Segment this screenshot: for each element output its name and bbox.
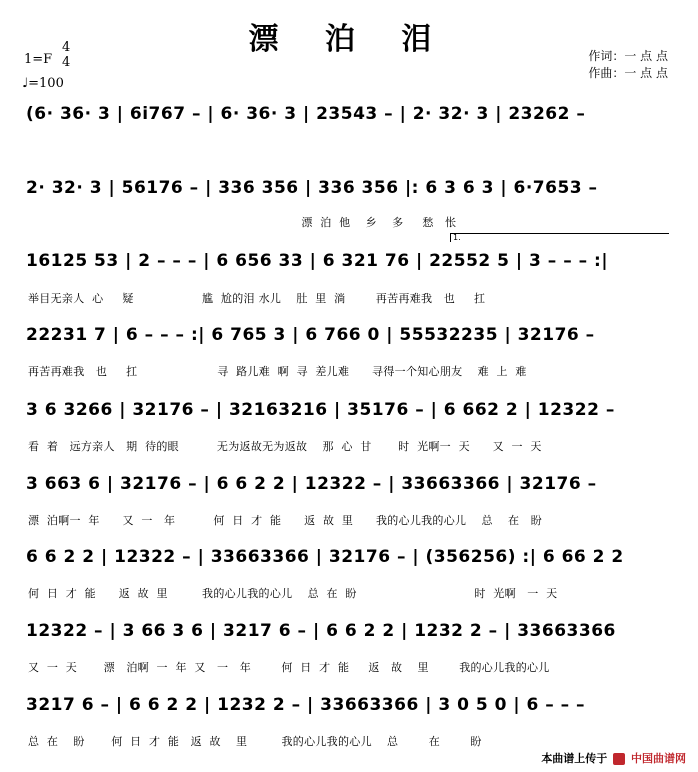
lyricist-credit: 作词：一 点 点 [588,49,668,63]
notation-line: 3217 6 – | 6 6 2 2 | 1232 2 – | 33663366 | 3 0 5 0 | 6 – – – [26,695,586,715]
lyrics-line: 看 着 远方亲人 期 待的眼 无为返故无为返故 那 心 甘 时 光啊一 天 又 一 天 [28,440,542,453]
key-signature: 1=F [24,52,53,67]
lyrics-line: 漂 泊 他 乡 多 愁 怅 [28,216,457,229]
notation-line: 6 6 2 2 | 12322 – | 33663366 | 32176 – | (356256) :| 6 66 2 2 [26,547,624,567]
lyrics-line: 又 一 天 漂 泊啊 一 年 又 一 年 何 日 才 能 返 故 里 我的心儿我的心儿 [28,661,550,674]
composer-credit: 作曲：一 点 点 [588,66,668,80]
notation-line: 2· 32· 3 | 56176 – | 336 356 | 336 356 |: 6 3 6 3 | 6·7653 – [26,178,598,198]
lyrics-line [28,134,678,150]
lyrics-line: 再苦再难我 也 扛 寻 路儿难 啊 寻 差儿难 寻得一个知心朋友 难 上 难 [28,365,527,378]
notation-line: 22231 7 | 6 – – – :| 6 765 3 | 6 766 0 | 55532235 | 32176 – [26,325,595,345]
song-title: 漂 泊 泪 [248,22,450,57]
footer-text: 本曲谱上传于 [541,752,608,765]
upload-footer [541,750,686,766]
credits [588,48,668,82]
notation-line: 3 663 6 | 32176 – | 6 6 2 2 | 12322 – | 33663366 | 32176 – [26,474,597,494]
volta-bracket: 1. [450,233,669,242]
notation-line: 3 6 3266 | 32176 – | 32163216 | 35176 – | 6 662 2 | 12322 – [26,400,615,420]
notation-line: 16125 53 | 2 – – – | 6 656 33 | 6 321 76 | 22552 5 | 3 – – – :| [26,251,609,271]
time-signature-top: 4 [62,40,71,55]
notation-line: 12322 – | 3 66 3 6 | 3217 6 – | 6 6 2 2 | 1232 2 – | 33663366 [26,621,616,641]
time-signature [62,40,70,70]
tempo-marking: ♩=100 [22,76,64,91]
lyrics-line: 总 在 盼 何 日 才 能 返 故 里 我的心儿我的心儿 总 在 盼 [28,735,482,748]
site-brand[interactable]: 中国曲谱网 [631,752,686,765]
notation-line: (6· 36· 3 | 6i767 – | 6· 36· 3 | 23543 – | 2· 32· 3 | 23262 – [26,104,586,124]
site-logo-icon [613,753,625,765]
time-signature-bottom: 4 [62,55,71,70]
lyrics-line: 何 日 才 能 返 故 里 我的心儿我的心儿 总 在 盼 时 光啊 一 天 [28,587,558,600]
lyrics-line: 漂 泊啊一 年 又 一 年 何 日 才 能 返 故 里 我的心儿我的心儿 总 在 盼 [28,514,542,527]
lyrics-line: 举目无亲人 心 疑 尴 尬的泪 水儿 肚 里 淌 再苦再难我 也 扛 [28,292,486,305]
